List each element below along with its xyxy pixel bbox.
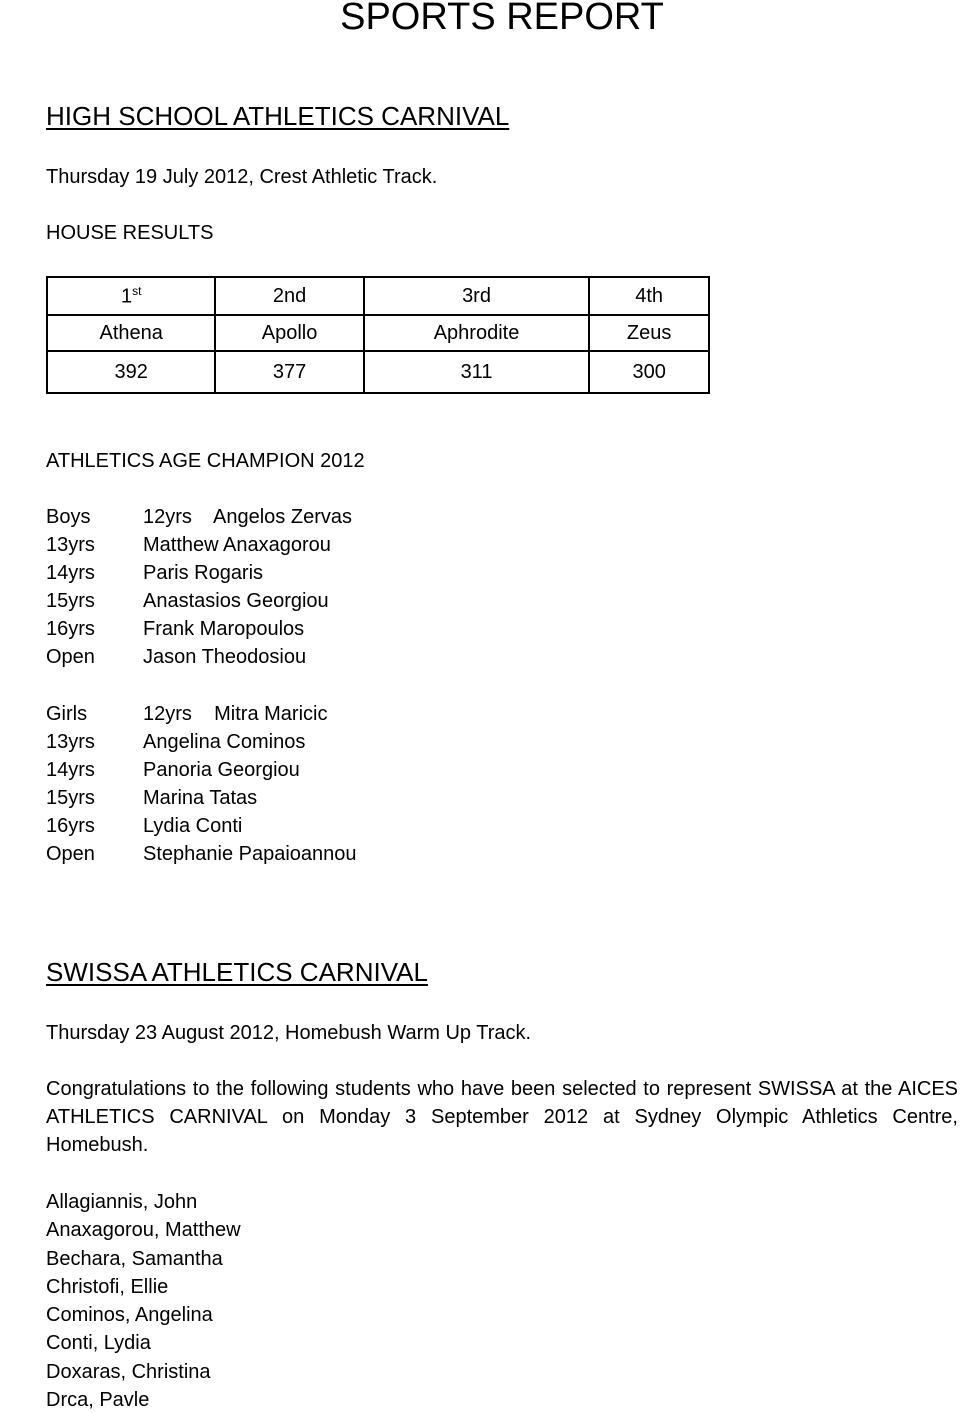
category-label: 15yrs — [46, 590, 95, 612]
house-cell: Zeus — [589, 315, 709, 351]
age-champion-label: ATHLETICS AGE CHAMPION 2012 — [46, 450, 365, 472]
category-label: 13yrs — [46, 731, 95, 753]
list-item: Conti, Lydia — [46, 1332, 151, 1355]
list-item: Allagiannis, John — [46, 1191, 198, 1213]
champion-name: Angelina Cominos — [143, 731, 306, 753]
category-label: 16yrs — [46, 618, 95, 640]
carnival-date: Thursday 23 August 2012, Homebush Warm Up Track. — [46, 1022, 532, 1044]
category-label: 13yrs — [46, 534, 95, 556]
category-label: Boys — [46, 506, 91, 528]
list-item: Doxaras, Christina — [46, 1360, 211, 1383]
champion-name: Matthew Anaxagorou — [143, 534, 331, 556]
table-row-houses — [47, 315, 709, 351]
champion-name: Panoria Georgiou — [143, 759, 300, 781]
champion-name: 12yrs Angelos Zervas — [143, 506, 352, 528]
champion-name: Paris Rogaris — [143, 562, 264, 584]
selected-students-list — [46, 1188, 241, 1414]
house-cell: Aphrodite — [364, 315, 590, 351]
place-first: 1st — [120, 283, 142, 308]
table-row-points — [47, 351, 709, 393]
category-label: 14yrs — [46, 562, 95, 584]
category-label: 16yrs — [46, 815, 95, 837]
category-label: 14yrs — [46, 759, 95, 781]
house-results-table — [46, 276, 710, 394]
place-fourth: 4th — [589, 277, 709, 315]
category-label: Open — [46, 843, 95, 865]
champion-name: 12yrs Mitra Maricic — [143, 703, 328, 725]
list-item: Bechara, Samantha — [46, 1247, 223, 1270]
house-cell: Athena — [47, 315, 215, 351]
carnival-date: Thursday 19 July 2012, Crest Athletic Track. — [46, 166, 438, 188]
table-row-places — [47, 277, 709, 315]
category-label: 15yrs — [46, 787, 95, 809]
category-label: Girls — [46, 703, 88, 725]
champion-name: Stephanie Papaioannou — [143, 843, 357, 865]
category-label: Open — [46, 646, 95, 668]
points-cell: 392 — [47, 351, 215, 393]
section-heading-swissa-carnival: SWISSA ATHLETICS CARNIVAL — [46, 957, 428, 987]
list-item: Cominos, Angelina — [46, 1304, 213, 1327]
points-cell: 300 — [589, 351, 709, 393]
place-second: 2nd — [215, 277, 363, 315]
points-cell: 311 — [364, 351, 590, 393]
page-title: SPORTS REPORT — [340, 0, 664, 38]
section-heading-high-school-carnival: HIGH SCHOOL ATHLETICS CARNIVAL — [46, 101, 510, 131]
house-results-label: HOUSE RESULTS — [46, 222, 214, 244]
champion-name: Anastasios Georgiou — [143, 590, 329, 612]
house-cell: Apollo — [215, 315, 363, 351]
list-item: Christofi, Ellie — [46, 1275, 169, 1298]
champion-name: Frank Maropoulos — [143, 618, 305, 640]
congratulations-paragraph: Congratulations to the following students who have been selected to represent SWISSA at the AICES ATHLETICS CARNIVAL on Monday 3 September 2012 at Sydney Olympic Athletics Centre, Homebush. — [46, 1078, 958, 1156]
list-item: Anaxagorou, Matthew — [46, 1219, 241, 1242]
champion-name: Lydia Conti — [143, 815, 243, 837]
champion-name: Marina Tatas — [143, 787, 258, 809]
list-item: Drca, Pavle — [46, 1389, 150, 1412]
champion-name: Jason Theodosiou — [143, 646, 307, 668]
points-cell: 377 — [215, 351, 363, 393]
place-third: 3rd — [364, 277, 590, 315]
